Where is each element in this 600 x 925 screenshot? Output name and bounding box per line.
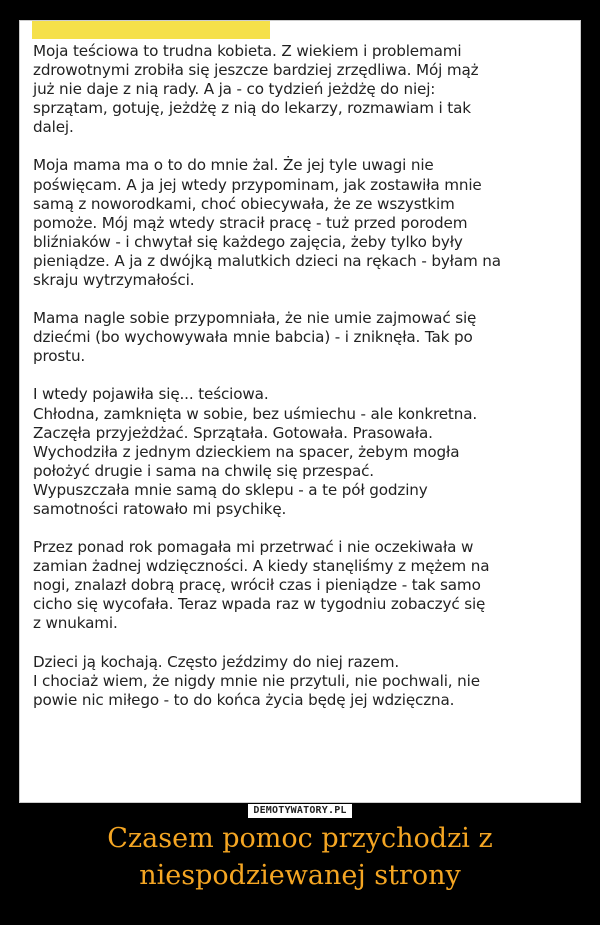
paragraph-5	[33, 538, 573, 633]
text-line: pieniądze. A ja z dwójką malutkich dzieci na rękach - byłam na	[33, 251, 501, 270]
watermark-label: DEMOTYWATORY.PL	[248, 804, 351, 818]
caption-title	[0, 820, 600, 894]
text-line: z wnukami.	[33, 614, 118, 633]
text-line: nogi, znalazł dobrą pracę, wrócił czas i pieniądze - tak samo	[33, 576, 481, 595]
text-line: dalej.	[33, 118, 74, 137]
story-panel	[20, 21, 580, 816]
paragraph-4	[33, 385, 573, 519]
text-line: samą z noworodkami, choć obiecywała, że ze wszystkim	[33, 194, 455, 213]
text-line: prostu.	[33, 347, 86, 366]
text-line: skraju wytrzymałości.	[33, 271, 195, 290]
text-line: Wychodziła z jednym dzieckiem na spacer, żebym mogła	[33, 442, 460, 461]
text-line: Mama nagle sobie przypomniała, że nie umie zajmować się	[33, 309, 477, 328]
text-line: Zaczęła przyjeżdżać. Sprzątała. Gotowała. Prasowała.	[33, 423, 433, 442]
caption-line-1: Czasem pomoc przychodzi z	[107, 823, 493, 854]
text-line: pomoże. Mój mąż wtedy stracił pracę - tuż przed porodem	[33, 213, 468, 232]
text-line: zdrowotnymi zrobiła się jeszcze bardziej zrzędliwa. Mój mąż	[33, 61, 479, 80]
text-line: powie nic miłego - to do końca życia będę jej wdzięczna.	[33, 690, 455, 709]
text-line: I wtedy pojawiła się... teściowa.	[33, 385, 269, 404]
text-line: poświęcam. A ja jej wtedy przypominam, jak zostawiła mnie	[33, 175, 482, 194]
caption-line-2: niespodziewanej strony	[139, 860, 461, 891]
text-line: Dzieci ją kochają. Często jeździmy do niej razem.	[33, 652, 400, 671]
text-line: położyć drugie i sama na chwilę się przespać.	[33, 461, 374, 480]
text-line: Przez ponad rok pomagała mi przetrwać i nie oczekiwała w	[33, 538, 474, 557]
text-line: Wypuszczała mnie samą do sklepu - a te pół godziny	[33, 480, 428, 499]
text-line: zamian żadnej wdzięczności. A kiedy stanęliśmy z mężem na	[33, 557, 490, 576]
paragraph-2	[33, 156, 573, 290]
text-line: samotności ratowało mi psychikę.	[33, 499, 287, 518]
story-text	[33, 42, 573, 729]
text-line: dziećmi (bo wychowywała mnie babcia) - i zniknęła. Tak po	[33, 328, 473, 347]
paragraph-6	[33, 653, 573, 710]
text-line: I chociaż wiem, że nigdy mnie nie przytuli, nie pochwali, nie	[33, 671, 480, 690]
text-line: bliźniaków - i chwytał się każdego zajęcia, żeby tylko były	[33, 232, 463, 251]
text-line: Chłodna, zamknięta w sobie, bez uśmiechu - ale konkretna.	[33, 404, 478, 423]
text-line: cicho się wycofała. Teraz wpada raz w tygodniu zobaczyć się	[33, 595, 486, 614]
highlight-bar	[32, 21, 270, 39]
text-line: sprzątam, gotuję, jeżdżę z nią do lekarzy, rozmawiam i tak	[33, 99, 471, 118]
paragraph-3	[33, 309, 573, 366]
watermark	[20, 804, 580, 818]
paragraph-1	[33, 42, 573, 137]
text-line: Moja teściowa to trudna kobieta. Z wiekiem i problemami	[33, 42, 462, 60]
text-line: Moja mama ma o to do mnie żal. Że jej tyle uwagi nie	[33, 156, 434, 175]
text-line: już nie daje z nią rady. A ja - co tydzień jeżdżę do niej:	[33, 80, 436, 99]
